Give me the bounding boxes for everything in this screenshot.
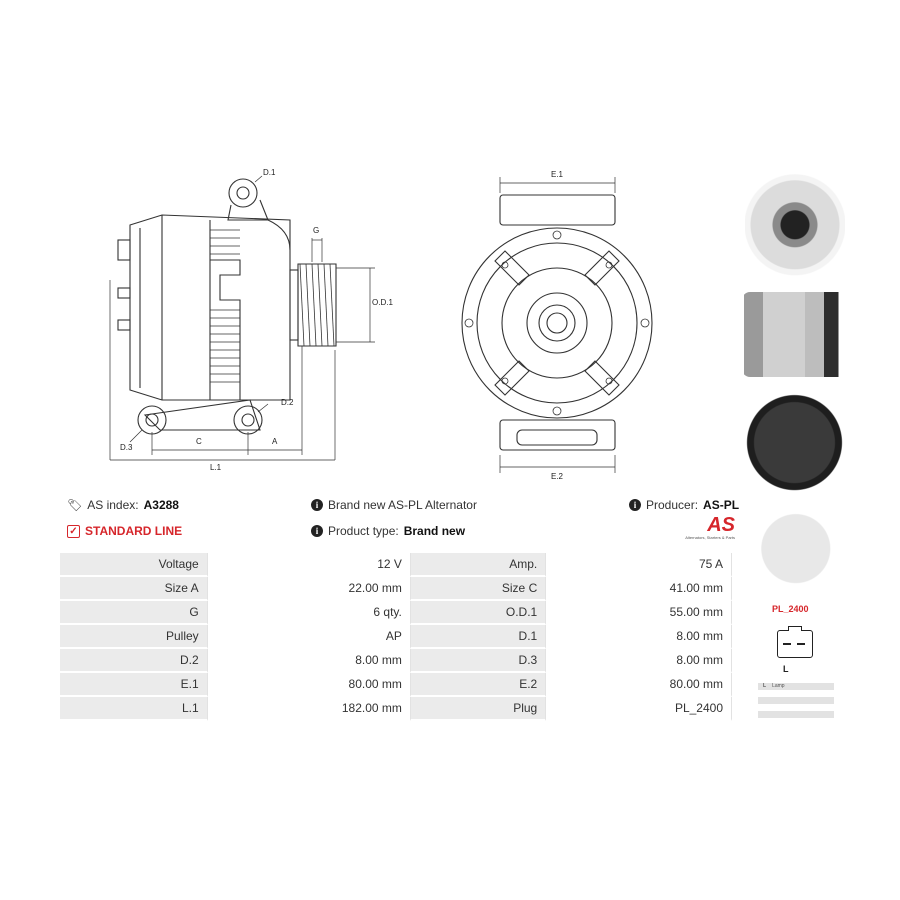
label-a: A <box>272 437 278 446</box>
spec-row <box>60 553 732 577</box>
spec-label: Size A <box>60 577 207 601</box>
spec-value: 80.00 mm <box>545 673 732 697</box>
label-l1: L.1 <box>210 463 222 472</box>
label-d3: D.3 <box>120 443 133 452</box>
spec-row <box>60 697 732 721</box>
spec-label: Plug <box>411 697 545 721</box>
plug-code: PL_2400 <box>772 604 809 614</box>
pin-row <box>758 711 834 718</box>
spec-row <box>60 601 732 625</box>
producer: i Producer: AS-PL <box>629 498 739 512</box>
spec-value: 8.00 mm <box>545 625 732 649</box>
product-photo-label[interactable] <box>758 498 848 590</box>
as-pl-logo: AS Alternators, Starters & Parts <box>685 514 735 540</box>
as-index-value: A3288 <box>143 498 179 512</box>
spec-label: Amp. <box>411 553 545 577</box>
label-g: G <box>313 226 320 235</box>
pin-row <box>758 697 834 704</box>
label-e2: E.2 <box>551 472 564 481</box>
spec-value: 8.00 mm <box>545 649 732 673</box>
standard-line: ✓ STANDARD LINE <box>67 524 182 538</box>
spec-table <box>60 553 732 721</box>
product-photo-side[interactable] <box>742 292 847 377</box>
label-d2: D.2 <box>281 398 294 407</box>
spec-row <box>60 625 732 649</box>
product-photo-front[interactable] <box>745 172 845 282</box>
spec-value: 75 A <box>545 553 732 577</box>
spec-value: AP <box>207 625 411 649</box>
pin-row: L Lamp <box>758 683 834 690</box>
spec-label: E.1 <box>60 673 207 697</box>
as-index: 🏷︎ AS index: A3288 <box>67 498 179 512</box>
spec-value: PL_2400 <box>545 697 732 721</box>
info-icon: i <box>311 525 323 537</box>
label-c: C <box>196 437 202 446</box>
spec-label: O.D.1 <box>411 601 545 625</box>
spec-label: D.2 <box>60 649 207 673</box>
spec-row <box>60 649 732 673</box>
spec-value: 41.00 mm <box>545 577 732 601</box>
spec-label: Pulley <box>60 625 207 649</box>
spec-row <box>60 577 732 601</box>
tag-icon: 🏷︎ <box>67 498 83 512</box>
checkbox-icon: ✓ <box>67 525 80 538</box>
spec-value: 55.00 mm <box>545 601 732 625</box>
spec-label: L.1 <box>60 697 207 721</box>
label-e1: E.1 <box>551 170 564 179</box>
info-icon: i <box>629 499 641 511</box>
spec-value: 12 V <box>207 553 411 577</box>
spec-label: E.2 <box>411 673 545 697</box>
spec-label: Voltage <box>60 553 207 577</box>
info-icon: i <box>311 499 323 511</box>
plug-connector-icon <box>777 630 813 658</box>
front-view-drawing <box>455 165 665 485</box>
plug-pin-label: L <box>783 664 789 674</box>
label-d1: D.1 <box>263 168 276 177</box>
spec-row <box>60 673 732 697</box>
spec-value: 22.00 mm <box>207 577 411 601</box>
spec-value: 182.00 mm <box>207 697 411 721</box>
product-type: i Product type: Brand new <box>311 524 465 538</box>
label-od1: O.D.1 <box>372 298 393 307</box>
spec-label: D.3 <box>411 649 545 673</box>
spec-label: D.1 <box>411 625 545 649</box>
product-photo-rear[interactable] <box>742 388 847 493</box>
spec-value: 80.00 mm <box>207 673 411 697</box>
spec-label: G <box>60 601 207 625</box>
side-view-drawing <box>100 160 400 480</box>
brand-new-info: i Brand new AS-PL Alternator <box>311 498 477 512</box>
spec-value: 8.00 mm <box>207 649 411 673</box>
spec-value: 6 qty. <box>207 601 411 625</box>
spec-label: Size C <box>411 577 545 601</box>
